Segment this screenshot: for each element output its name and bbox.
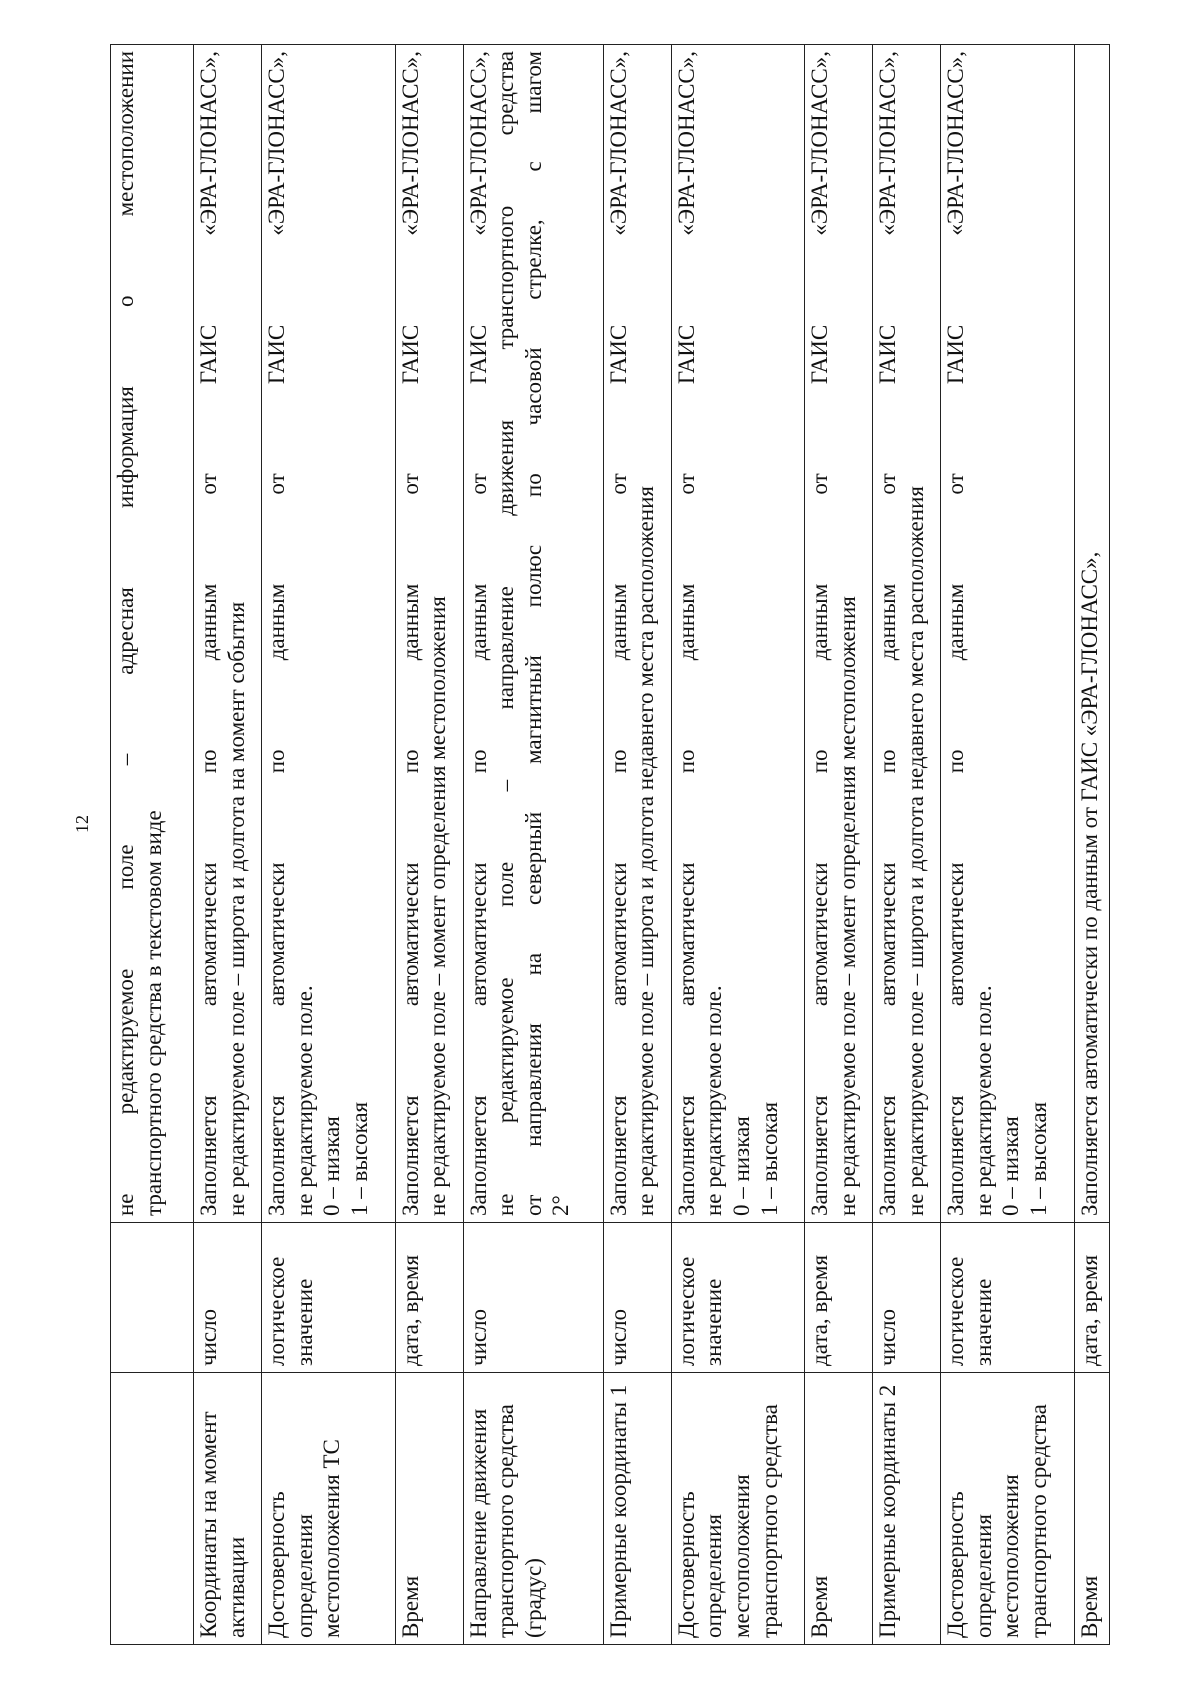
description-line: не редактируемое поле – момент определения местоположения xyxy=(834,596,860,1216)
field-name-cell xyxy=(111,1373,194,1645)
description-line: Заполняется автоматически по данным от ГАИС «ЭРА-ГЛОНАСС», xyxy=(1076,551,1102,1216)
field-spec-table-body xyxy=(111,45,1110,1645)
field-name-cell: Координаты на момент активации xyxy=(194,1373,262,1645)
description-line: Заполняется автоматически по данным от ГАИС «ЭРА-ГЛОНАСС», xyxy=(673,51,699,1216)
description-line: 1 – высокая xyxy=(756,1101,782,1216)
description-line: 0 – низкая xyxy=(728,1116,754,1216)
description-line: не редактируемое поле. xyxy=(970,985,996,1216)
field-description-cell xyxy=(603,45,671,1223)
table-row xyxy=(463,45,603,1645)
field-description-cell xyxy=(262,45,396,1223)
table-row xyxy=(873,45,941,1645)
description-line: 0 – низкая xyxy=(998,1116,1024,1216)
description-line: не редактируемое поле – широта и долгота на момент события xyxy=(223,601,249,1216)
description-line: Заполняется автоматически по данным от ГАИС «ЭРА-ГЛОНАСС», xyxy=(465,51,491,1216)
field-description-cell xyxy=(941,45,1075,1223)
description-line: Заполняется автоматически по данным от ГАИС «ЭРА-ГЛОНАСС», xyxy=(397,51,423,1216)
table-row xyxy=(603,45,671,1645)
field-type-cell: дата, время xyxy=(805,1223,873,1373)
description-line: Заполняется автоматически по данным от ГАИС «ЭРА-ГЛОНАСС», xyxy=(875,51,901,1216)
table-row xyxy=(194,45,262,1645)
field-description-cell xyxy=(671,45,805,1223)
field-description-cell xyxy=(805,45,873,1223)
field-name-cell: Время xyxy=(805,1373,873,1645)
field-name-cell: Примерные координаты 2 xyxy=(873,1373,941,1645)
description-line: не редактируемое поле – направление движения транспортного средства xyxy=(493,51,519,1216)
description-line: 2° xyxy=(548,1195,574,1216)
field-type-cell: число xyxy=(194,1223,262,1373)
page-number: 12 xyxy=(72,815,92,833)
field-name-cell: Достоверность определения местоположения ТС xyxy=(262,1373,396,1645)
field-description-cell xyxy=(111,45,194,1223)
field-type-cell: логическое значение xyxy=(941,1223,1075,1373)
table-row xyxy=(671,45,805,1645)
description-line: Заполняется автоматически по данным от ГАИС «ЭРА-ГЛОНАСС», xyxy=(943,51,969,1216)
description-line: не редактируемое поле – широта и долгота недавнего места расположения xyxy=(902,486,928,1216)
field-name-cell: Примерные координаты 1 xyxy=(603,1373,671,1645)
field-description-cell xyxy=(1074,45,1109,1223)
description-line: 0 – низкая xyxy=(319,1116,345,1216)
field-name-cell: Достоверность определения местоположения транспортного средства xyxy=(671,1373,805,1645)
table-row xyxy=(1074,45,1109,1645)
description-line: Заполняется автоматически по данным от ГАИС «ЭРА-ГЛОНАСС», xyxy=(807,51,833,1216)
field-type-cell: число xyxy=(603,1223,671,1373)
description-line: не редактируемое поле. xyxy=(701,985,727,1216)
field-description-cell xyxy=(194,45,262,1223)
field-name-cell: Время xyxy=(1074,1373,1109,1645)
field-name-cell: Направление движения транспортного средства (градус) xyxy=(463,1373,603,1645)
field-description-cell xyxy=(463,45,603,1223)
field-type-cell: дата, время xyxy=(1074,1223,1109,1373)
description-line: 1 – высокая xyxy=(346,1101,372,1216)
table-row xyxy=(805,45,873,1645)
field-type-cell xyxy=(111,1223,194,1373)
field-name-cell: Достоверность определения местоположения транспортного средства xyxy=(941,1373,1075,1645)
field-type-cell: логическое значение xyxy=(671,1223,805,1373)
description-line: от направления на северный магнитный полюс по часовой стрелке, с шагом xyxy=(520,51,546,1216)
field-spec-table-wrapper xyxy=(110,45,1110,1645)
field-description-cell xyxy=(873,45,941,1223)
field-spec-table xyxy=(110,44,1110,1645)
field-name-cell: Время xyxy=(395,1373,463,1645)
description-line: не редактируемое поле – широта и долгота недавнего места расположения xyxy=(633,486,659,1216)
description-line: Заполняется автоматически по данным от ГАИС «ЭРА-ГЛОНАСС», xyxy=(605,51,631,1216)
table-row xyxy=(262,45,396,1645)
description-line: Заполняется автоматически по данным от ГАИС «ЭРА-ГЛОНАСС», xyxy=(264,51,290,1216)
field-type-cell: логическое значение xyxy=(262,1223,396,1373)
field-type-cell: дата, время xyxy=(395,1223,463,1373)
description-line: не редактируемое поле – адресная информация о местоположении xyxy=(113,51,138,1216)
table-row xyxy=(111,45,194,1645)
description-line: не редактируемое поле – момент определения местоположения xyxy=(425,596,451,1216)
table-row xyxy=(941,45,1075,1645)
field-description-cell xyxy=(395,45,463,1223)
field-type-cell: число xyxy=(873,1223,941,1373)
field-type-cell: число xyxy=(463,1223,603,1373)
description-line: не редактируемое поле. xyxy=(291,985,317,1216)
description-line: транспортного средства в текстовом виде xyxy=(140,810,166,1216)
table-row xyxy=(395,45,463,1645)
description-line: Заполняется автоматически по данным от ГАИС «ЭРА-ГЛОНАСС», xyxy=(196,51,222,1216)
description-line: 1 – высокая xyxy=(1026,1101,1051,1216)
